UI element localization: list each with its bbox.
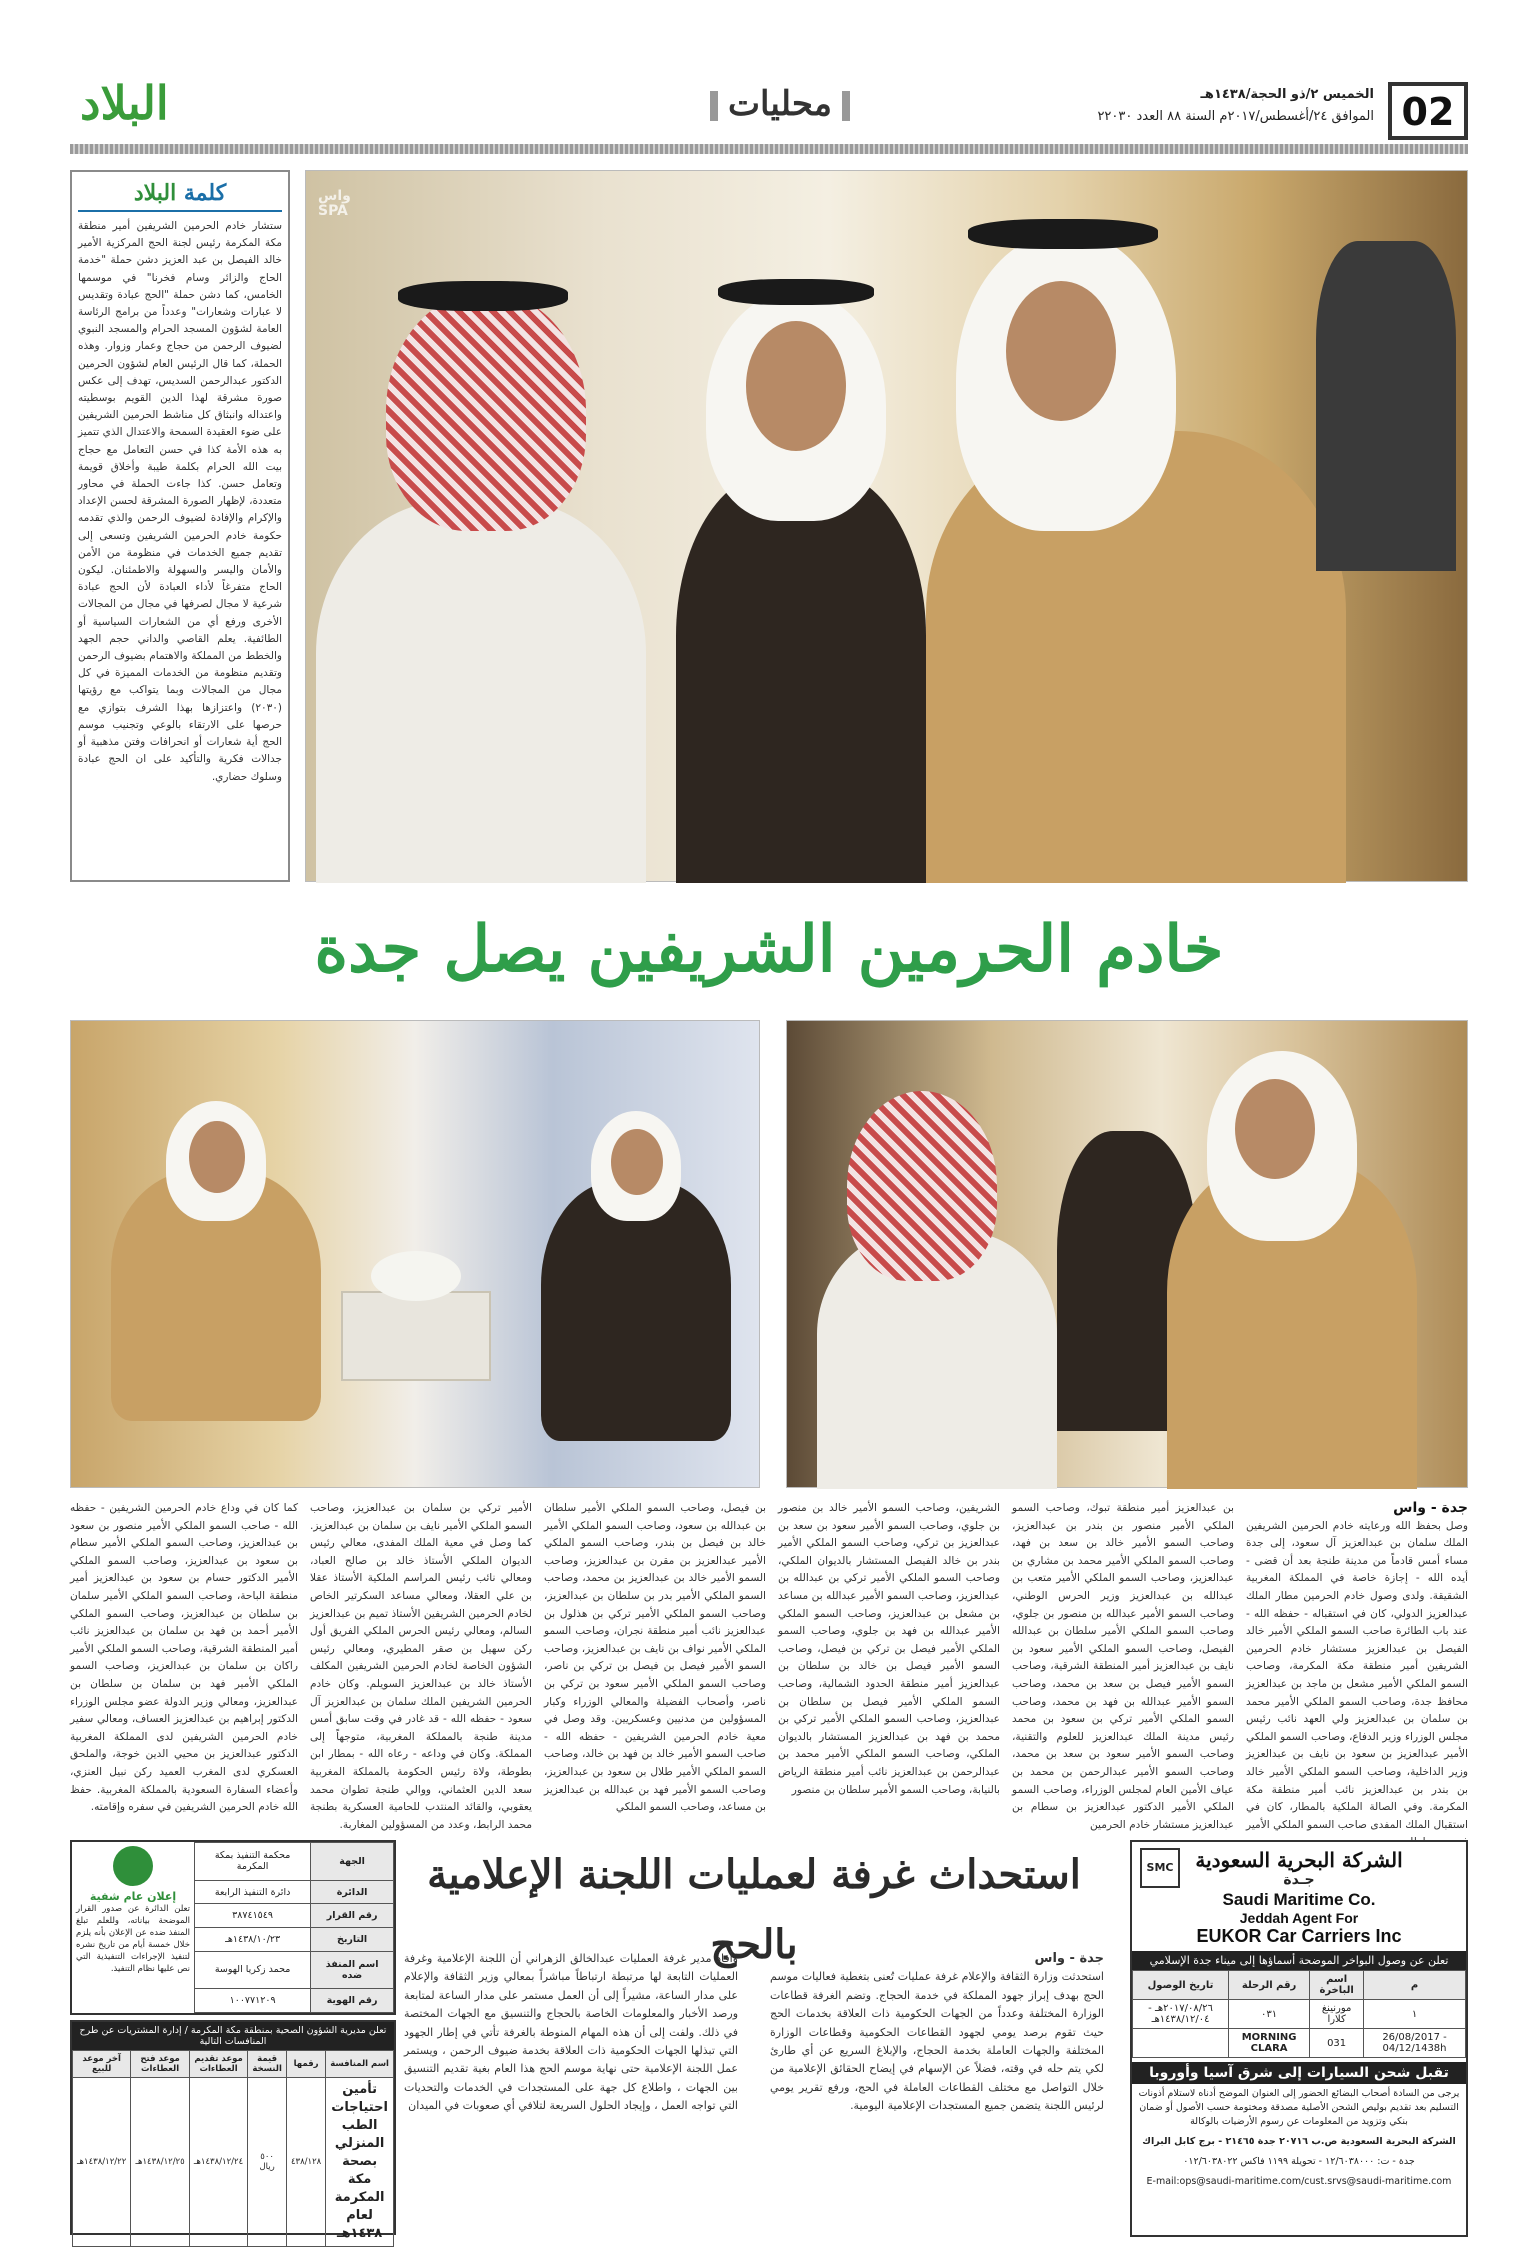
shipping-ad-band-2: تقبل شحن السيارات إلى شرق آسيا وأوروبا <box>1132 2062 1466 2084</box>
tender-title-cell <box>326 2078 394 2247</box>
article-column-4 <box>544 1500 766 1830</box>
table-header: رقم الرحلة <box>1229 1971 1310 2000</box>
story2-body <box>404 1950 1104 2235</box>
shipping-ad-sub-1: Jeddah Agent For <box>1239 1910 1359 1926</box>
table-cell: الدائرة <box>311 1880 394 1904</box>
figure-bowing-ghutra <box>386 291 586 531</box>
table-cell: ٤٣٨/١٢٨ <box>286 2078 325 2247</box>
table-header: رقمها <box>286 2051 325 2078</box>
shipping-ad[interactable] <box>1130 1840 1468 2237</box>
table-cell: ١٤٣٨/١٠/٢٣هـ <box>195 1927 311 1951</box>
header-rule <box>70 144 1468 154</box>
editorial-title <box>78 180 282 212</box>
smc-logo-icon: SMC <box>1140 1848 1180 1888</box>
notice-table <box>194 1842 394 2013</box>
article-text-6: كما كان في وداع خادم الحرمين الشريفين - حفظه الله - صاحب السمو الملكي الأمير منصور بن سعود بن عبدالعزيز، وصاحب السمو الملكي الأمير سطام بن سعود بن عبدالعزيز، وصاحب السمو الملكي الأمير الدكتور حسام بن سعود بن عبدالعزيز أمير منطقة الباحة، وصاحب السمو الملكي الأمير سلمان بن سلطان بن عبدالعزيز، وصاحب السمو الملكي الأمير أحمد بن فهد بن سلمان بن عبدالعزيز نائب أمير المنطقة الشرقية، وصاحب السمو الملكي الأمير راكان بن سلمان بن عبدالعزيز، وصاحب السمو الملكي الأمير فهد بن سلمان بن سلطان بن عبدالعزيز، ومعالي وزير الدولة عضو مجلس الوزراء الدكتور إبراهيم بن عبدالعزيز العساف، ومعالي سفير خادم الحرمين الشريفين لدى المملكة المغربية الدكتور عبدالعزيز بن محيي الدين خوجة، والملحق العسكري لدى المغرب العميد ركن نبيل العنزي، وأعضاء السفارة السعودية بالمملكة المغربية. حفظ الله خادم الحرمين الشريفين في سفره وإقامته. <box>70 1502 298 1814</box>
table-header: اسم المنافسة <box>326 2051 394 2078</box>
watermark-latin: SPA <box>318 203 348 219</box>
shipping-ad-band: تعلن عن وصول البواخر الموضحة أسماؤها إلى ميناء جدة الإسلامي <box>1132 1951 1466 1970</box>
table-row <box>195 1927 394 1951</box>
court-notice-ad <box>70 1840 396 2015</box>
spa-watermark <box>318 189 351 219</box>
table-row <box>1133 2029 1466 2058</box>
notice-title: إعلان عام شفية <box>89 1890 177 1903</box>
figure-center-robe <box>676 471 926 883</box>
story2-text-right: استحدثت وزارة الثقافة والإعلام غرفة عمليات تُعنى بتغطية فعاليات موسم الحج بهدف إبراز جهود المملكة في خدمة الحجاج. وتضم الغرفة قطاعات الوزارة المختلفة وعدداً من الجهات الحكومية ذات العلاقة بخدمات الحج حيث تقوم برصد يومي لجهود القطاعات الحكومية وقطاعات الوزارة المختلفة والجهات العاملة بخدمة الحجاج، والإبلاغ السريع عن أي طارئ لكي يتم حله في وقته، فضلاً عن الإسهام في إيضاح الحقائق الإعلامية من خلال التواصل مع مختلف القطاعات العاملة في الحج، ورفع تقرير يومي لرئيس اللجنة يتضمن جميع المستجدات الإعلامية اليومية. <box>770 1970 1104 2113</box>
section-title <box>630 84 930 124</box>
figure-bowing-agal <box>398 281 568 311</box>
article-text-2: بن عبدالعزيز أمير منطقة تبوك، وصاحب السمو الملكي الأمير منصور بن بندر بن عبدالعزيز، وصاحب السمو الأمير خالد بن سعد بن فهد، وصاحب السمو الملكي الأمير محمد بن مشاري بن عبدالعزيز، وصاحب السمو الملكي الأمير متعب بن عبدالله بن عبدالعزيز وزير الحرس الوطني، وصاحب السمو الأمير عبدالله بن منصور بن جلوي، وصاحب السمو الملكي الأمير سلطان بن عبدالله الفيصل، وصاحب السمو الملكي الأمير سعود بن نايف بن عبدالعزيز أمير المنطقة الشرقية، وصاحب السمو الأمير فيصل بن سعد بن محمد، وصاحب السمو الأمير عبدالله بن فهد بن محمد، وصاحب السمو الملكي الأمير تركي بن سعود بن محمد رئيس مدينة الملك عبدالعزيز للعلوم والتقنية، وصاحب السمو الأمير سعود بن سعد بن محمد، وصاحب السمو الأمير عبدالرحمن بن محمد بن عياف الأمين العام لمجلس الوزراء، وصاحب السمو الملكي الأمير الدكتور عبدالعزيز بن سطام بن عبدالعزيز مستشار خادم الحرمين <box>1012 1502 1234 1831</box>
ministry-emblem-icon <box>113 1846 153 1886</box>
shipping-ad-note: يرجى من السادة أصحاب البضائع الحضور إلى العنوان الموضح أدناه لاستلام أذونات التسليم بعد تقديم بوليص الشحن الأصلية مصدقة ومختومة حسب الأصول أو ضمان بنكي وتزويد من المعلومات عن رسوم الأرضيات بالوكالة <box>1138 2088 1460 2127</box>
table-header: تاريخ الوصول <box>1133 1971 1229 2000</box>
flower-arrangement <box>371 1251 461 1301</box>
photo-greeting <box>786 1020 1468 1488</box>
table-cell: ٠٣١ <box>1229 2000 1310 2029</box>
table-cell: ٥٠٠ ريال <box>248 2078 287 2247</box>
photo-majlis <box>70 1020 760 1488</box>
masthead <box>70 76 1468 148</box>
table-row <box>195 1951 394 1989</box>
story2-text-left: وأفاد مدير غرفة العمليات عبدالخالق الزهراني أن اللجنة الإعلامية وغرفة العمليات التابعة لها مرتبطة ارتباطاً مباشراً بمعالي وزير الثقافة والإعلام على مدار الساعة، مشيراً إلى أن العمل مستمر على مدار الساعة لمتابعة ورصد الأخبار والمعلومات الخاصة بالحجاج والتنسيق مع الجهات المختصة في ذلك. ولفت إلى أن هذه المهام المنوطة بالغرفة تأتي في إطار الجهود التي تبذلها الجهات الحكومية ذات العلاقة بخدمة ضيوف الرحمن ، ويستمر عمل اللجنة الإعلامية حتى نهاية موسم الحج هذا العام بغية تقديم التنسيق بين الجهات ، واطلاع كل جهة على المستجدات في الخدمات والتحديات التي تواجه العمل ، وإيجاد الحلول السريعة لتلافي أي صعوبات في الميدان <box>404 1952 738 2113</box>
article-column-5 <box>310 1500 532 1830</box>
lead-article <box>70 1500 1468 1830</box>
editorial-title-prefix: كلمة <box>183 180 227 206</box>
table-cell: محمد زكريا الهوسة <box>195 1951 311 1989</box>
table-cell: التاريخ <box>311 1927 394 1951</box>
article-column-1 <box>1246 1500 1468 1830</box>
table-header: م <box>1364 1971 1466 2000</box>
main-headline: خادم الحرمين الشريفين يصل جدة <box>314 912 1224 987</box>
table-cell: ٢٠١٧/٠٨/٢٦هـ - ١٤٣٨/١٢/٠٤هـ <box>1133 2000 1229 2029</box>
figure-greeter-ghutra <box>847 1091 997 1281</box>
figure-king-agal <box>968 219 1158 249</box>
notice-body: تعلن الدائرة عن صدور القرار الموضحة بياناته، وللعلم تبلغ المنفذ ضده عن الإعلان بأنه يلزم خلال خمسة أيام من تاريخ نشره لتنفيذ الإجراءات التنفيذية التي نص عليها نظام التنفيذ. <box>76 1904 190 1974</box>
table-header-row <box>1133 1971 1466 2000</box>
section-label: محليات <box>727 84 833 124</box>
section-divider <box>710 91 718 121</box>
table-row <box>73 2078 394 2247</box>
page-number: 02 <box>1388 82 1468 140</box>
shipping-ad-sub-2: EUKOR Car Carriers Inc <box>1196 1926 1402 1946</box>
table-cell: MORNING CLARA <box>1229 2029 1310 2058</box>
issue-date-hijri: الخميس ٢/ذو الحجة/١٤٣٨هـ <box>1200 87 1374 102</box>
table-cell: ١ <box>1364 2000 1466 2029</box>
figure-king-face <box>1006 281 1116 421</box>
table-cell <box>1133 2029 1229 2058</box>
table-cell: مورنينغ كلارا <box>1310 2000 1364 2029</box>
table-cell: 26/08/2017 - 04/12/1438h <box>1364 2029 1466 2058</box>
health-tender-ad <box>70 2020 396 2241</box>
section-divider <box>842 91 850 121</box>
table-header-row <box>73 2051 394 2078</box>
shipping-ad-email[interactable]: E-mail:ops@saudi-maritime.com/cust.srvs@saudi-maritime.com <box>1146 2176 1452 2187</box>
editorial-body: ستشار خادم الحرمين الشريفين أمير منطقة مكة المكرمة رئيس لجنة الحج المركزية الأمير خالد الفيصل بن عبد العزيز دشن حملة "خدمة الحاج والزائر وسام فخرنا" في موسمها الخامس، كما دشن حملة "الحج عبادة وتقديس لا عبارات وشعارات" وعدداً من برامج الرئاسة العامة لشؤون المسجد الحرام والمسجد النبوي لضيوف الرحمن من حجاج وعمار وزوار. وهذه الحملة، كما قال الرئيس العام لشؤون الحرمين الدكتور عبدالرحمن السديس، تهدف إلى عكس صورة مشرقة لهذا الدين القويم بوسطيته واعتداله وانبثاق كل مناشط الحرمين الشريفين على ضوء العقيدة السمحة والاعتدال الذي تتميز به هذه الأمة كذا في حسن التعامل مع حجاج بيت الله الحرام بكلمة طيبة وأخلاق قويمة وتعامل حسن. كذا جاءت الحملة في محاور متعددة، لإظهار الصورة المشرقة لحسن الإعداد والإكرام والإفادة لضيوف الرحمن والذي تقدمه حكومة خادم الحرمين الشريفين وتسعى إلى تقديم جميع الخدمات في منظومة من الأمن والأمان واليسر والسهولة والاطمئنان. ليكون الحاج متفرغاً لأداء العبادة لأن الحج عبادة شرعية لا مجال لصرفها في مجال من المجالات الأخرى ورفع أي من الشعارات السياسية أو الطائفية. يعلم القاصي والداني حجم الجهد والخطط من المملكة والاهتمام بضيوف الرحمن وتقديم منظومة من الخدمات المميزة في كل مجال من المجالات وبما يتواكب مع رؤيتها (٢٠٣٠) واعتزازها بهذا الشرف بتوازي مع حرصها على الارتقاء بالوعي وتجنيب موسم الحج أية شعارات أو انحرافات وفتن مذهبية أو جدالات فكرية والتأكيد على ان الحج عبادة وسلوك حضاري. <box>78 220 282 783</box>
shipping-ad-name-en: Saudi Maritime Co. <box>1222 1890 1376 1909</box>
table-cell: الجهة <box>311 1843 394 1881</box>
tender-title: تأمين احتياجات الطب المنزلي بصحة مكة المكرمة لعام ١٤٣٨هـ <box>331 2082 388 2241</box>
article-text-1: وصل بحفظ الله ورعايته خادم الحرمين الشريفين الملك سلمان بن عبدالعزيز آل سعود، إلى جدة مساء أمس قادماً من مدينة طنجة بعد أن قضى - أيده الله - إجازة خاصة في المملكة المغربية الشقيقة. ولدى وصول خادم الحرمين مطار الملك عبدالعزيز الدولي، كان في استقباله - حفظه الله - عند باب الطائرة صاحب السمو الملكي الأمير خالد الفيصل بن عبدالعزيز مستشار خادم الحرمين الشريفين أمير منطقة مكة المكرمة، وصاحب السمو الملكي الأمير مشعل بن ماجد بن عبدالعزيز محافظ جدة، وصاحب السمو الملكي الأمير محمد بن سلمان بن عبدالعزيز ولي العهد نائب رئيس مجلس الوزراء وزير الدفاع، وصاحب السمو الملكي الأمير عبدالعزيز بن سعود بن نايف بن عبدالعزيز وزير الداخلية، وصاحب السمو الملكي الأمير خالد بن بندر بن عبدالعزيز نائب أمير منطقة مكة المكرمة. وفي الصالة الملكية بالمطار، كان في استقبال الملك المفدى صاحب السمو الملكي الأمير <box>1246 1519 1468 1831</box>
notice-side <box>72 1842 194 2013</box>
table-cell: رقم القرار <box>311 1904 394 1928</box>
table-header: اسم الباخرة <box>1310 1971 1364 2000</box>
table-cell: ١٤٣٨/١٢/٢٢هـ <box>73 2078 131 2247</box>
story2-column-left <box>404 1950 738 2235</box>
editorial-title-accent: البلاد <box>133 180 177 206</box>
table-header: قيمة النسخة <box>248 2051 287 2078</box>
figure-center-face <box>746 321 846 451</box>
shipping-ad-title: الشركة البحرية السعودية <box>1195 1848 1403 1872</box>
figure-center-agal <box>718 279 874 305</box>
article-text-4: بن فيصل، وصاحب السمو الملكي الأمير سلطان بن عبدالله بن سعود، وصاحب السمو الملكي الأمير خالد بن فيصل بن بندر، وصاحب السمو الملكي الأمير عبدالعزيز بن مقرن بن عبدالعزيز، وصاحب السمو الأمير خالد بن عبدالعزيز بن محمد، وصاحب السمو الملكي الأمير بدر بن سلطان بن عبدالعزيز، وصاحب السمو الملكي الأمير تركي بن هذلول بن عبدالعزيز نائب أمير منطقة نجران، وصاحب السمو الملكي الأمير نواف بن نايف بن عبدالعزيز، وصاحب السمو الأمير فيصل بن فيصل بن تركي بن ناصر، وصاحب السمو الملكي الأمير سعود بن تركي بن ناصر، وأصحاب الفضيلة والمعالي الوزراء وكبار المسؤولين من مدنيين وعسكريين. وقد وصل في معية خادم الحرمين الشريفين - حفظه الله - صاحب السمو الأمير خالد بن فهد بن خالد، وصاحب السمو الملكي الأمير طلال بن سعود بن عبدالعزيز، وصاحب السمو الأمير فهد بن عبدالله بن عبدالعزيز بن مساعد، وصاحب السمو الملكي <box>544 1502 766 1814</box>
figure-king-seated-face <box>189 1121 245 1193</box>
article-dateline: جدة - واس <box>1393 1500 1468 1516</box>
table-header: آخر موعد للبيع <box>73 2051 131 2078</box>
table-cell: 031 <box>1310 2029 1364 2058</box>
coffee-table <box>341 1291 491 1381</box>
table-header: موعد تقديم العطاءات <box>189 2051 248 2078</box>
article-column-6 <box>70 1500 298 1830</box>
table-row <box>1133 2000 1466 2029</box>
tender-table <box>72 2050 394 2247</box>
article-text-5: الأمير تركي بن سلمان بن عبدالعزيز، وصاحب السمو الملكي الأمير نايف بن سلمان بن عبدالعزيز. كما وصل في معية الملك المفدى، معالي رئيس الديوان الملكي الأستاذ خالد بن صالح العباد، ومعالي نائب رئيس المراسم الملكية الأستاذ عقلا بن علي العقلا، ومعالي مساعد السكرتير الخاص لخادم الحرمين الشريفين الأستاذ تميم بن عبدالعزيز السالم، ومعالي رئيس الحرس الملكي الفريق أول ركن سهيل بن صقر المطيري، ومعالي رئيس الشؤون الخاصة لخادم الحرمين الشريفين المكلف الأستاذ خالد بن عبدالعزيز السويلم. وكان خادم الحرمين الشريفين الملك سلمان بن عبدالعزيز آل سعود - حفظه الله - قد غادر في وقت سابق أمس مدينة طنجة بالمملكة المغربية، متوجهاً إلى المملكة. وكان في وداعه - رعاه الله - بمطار ابن بطوطة، ولاة رئيس الحكومة بالمملكة المغربية سعد الدين العثماني، ووالي طنجة تطوان محمد يعقوبي، والقائد المنتدب للحامية العسكرية بطنجة محمد الرابط، وعدد من المسؤولين المغاربة. <box>310 1502 532 1831</box>
table-header: موعد فتح العطاءات <box>131 2051 189 2078</box>
figure-bowing-robe <box>316 501 646 883</box>
table-cell: رقم الهوية <box>311 1989 394 2013</box>
table-cell: اسم المنفذ ضده <box>311 1951 394 1989</box>
newspaper-logo[interactable]: البلاد <box>80 76 169 130</box>
shipping-ad-phone: جدة - ت: ١٢/٦٠٣٨٠٠٠ - تحويلة ١١٩٩ فاكس ٠١٢/٦٠٣٨٠٢٢ <box>1183 2156 1415 2167</box>
issue-date-gregorian: الموافق ٢٤/أغسطس/٢٠١٧م السنة ٨٨ العدد ٢٢٠٣٠ <box>1097 109 1374 124</box>
issue-date <box>1074 84 1374 128</box>
main-photo <box>305 170 1468 882</box>
table-cell: ٣٨٧٤١٥٤٩ <box>195 1904 311 1928</box>
table-row <box>195 1904 394 1928</box>
story2-column-right <box>770 1950 1104 2235</box>
article-text-3: الشريفين، وصاحب السمو الأمير خالد بن منصور بن جلوي، وصاحب السمو الأمير سعود بن سعد بن عبدالعزيز بن تركي، وصاحب السمو الملكي الأمير بندر بن خالد الفيصل المستشار بالديوان الملكي، وصاحب السمو الملكي الأمير تركي بن عبدالله بن عبدالعزيز، وصاحب السمو الأمير عبدالله بن مساعد بن مشعل بن عبدالعزيز، وصاحب السمو الملكي الأمير عبدالله بن فهد بن جلوي، وصاحب السمو الملكي الأمير فيصل بن تركي بن فيصل، وصاحب السمو الأمير فيصل بن خالد بن سلطان بن عبدالعزيز أمير منطقة الحدود الشمالية، وصاحب السمو الملكي الأمير فيصل بن سلطان بن عبدالعزيز، وصاحب السمو الملكي الأمير تركي بن محمد بن فهد بن عبدالعزيز المستشار بالديوان الملكي، وصاحب السمو الملكي الأمير محمد بن عبدالرحمن بن عبدالعزيز نائب أمير منطقة الرياض بالنيابة، وصاحب السمو الأمير سلطان بن منصور <box>778 1502 1000 1796</box>
watermark-arabic: واس <box>318 188 351 204</box>
table-cell: ١٠٠٧٧١٢٠٩ <box>195 1989 311 2013</box>
shipping-ad-address: الشركة البحرية السعودية ص.ب ٢٠٧١٦ جدة ٢١٤٦٥ - برج كابل البراك <box>1142 2136 1456 2147</box>
table-cell: دائرة التنفيذ الرابعة <box>195 1880 311 1904</box>
shipping-ad-city: جـدة <box>1283 1872 1315 1888</box>
shipping-schedule-table <box>1132 1970 1466 2058</box>
article-column-2 <box>1012 1500 1234 1830</box>
table-row <box>195 1989 394 2013</box>
story2-dateline: جدة - واس <box>1034 1951 1104 1966</box>
health-ad-header: تعلن مديرية الشؤون الصحية بمنطقة مكة المكرمة / إدارة المشتريات عن طرح المنافسات التالية <box>72 2022 394 2050</box>
table-cell: ١٤٣٨/١٢/٢٥هـ <box>131 2078 189 2247</box>
editorial-box <box>70 170 290 882</box>
table-row <box>195 1880 394 1904</box>
article-column-3 <box>778 1500 1000 1830</box>
table-cell: محكمة التنفيذ بمكة المكرمة <box>195 1843 311 1881</box>
story2-headline: استحداث غرفة لعمليات اللجنة الإعلامية بالحج <box>427 1851 1081 1968</box>
figure-guard <box>1316 241 1456 571</box>
figure-king-face-2 <box>1235 1079 1315 1179</box>
figure-guest-face <box>611 1129 663 1195</box>
table-cell: ١٤٣٨/١٢/٢٤هـ <box>189 2078 248 2247</box>
table-row <box>195 1843 394 1881</box>
